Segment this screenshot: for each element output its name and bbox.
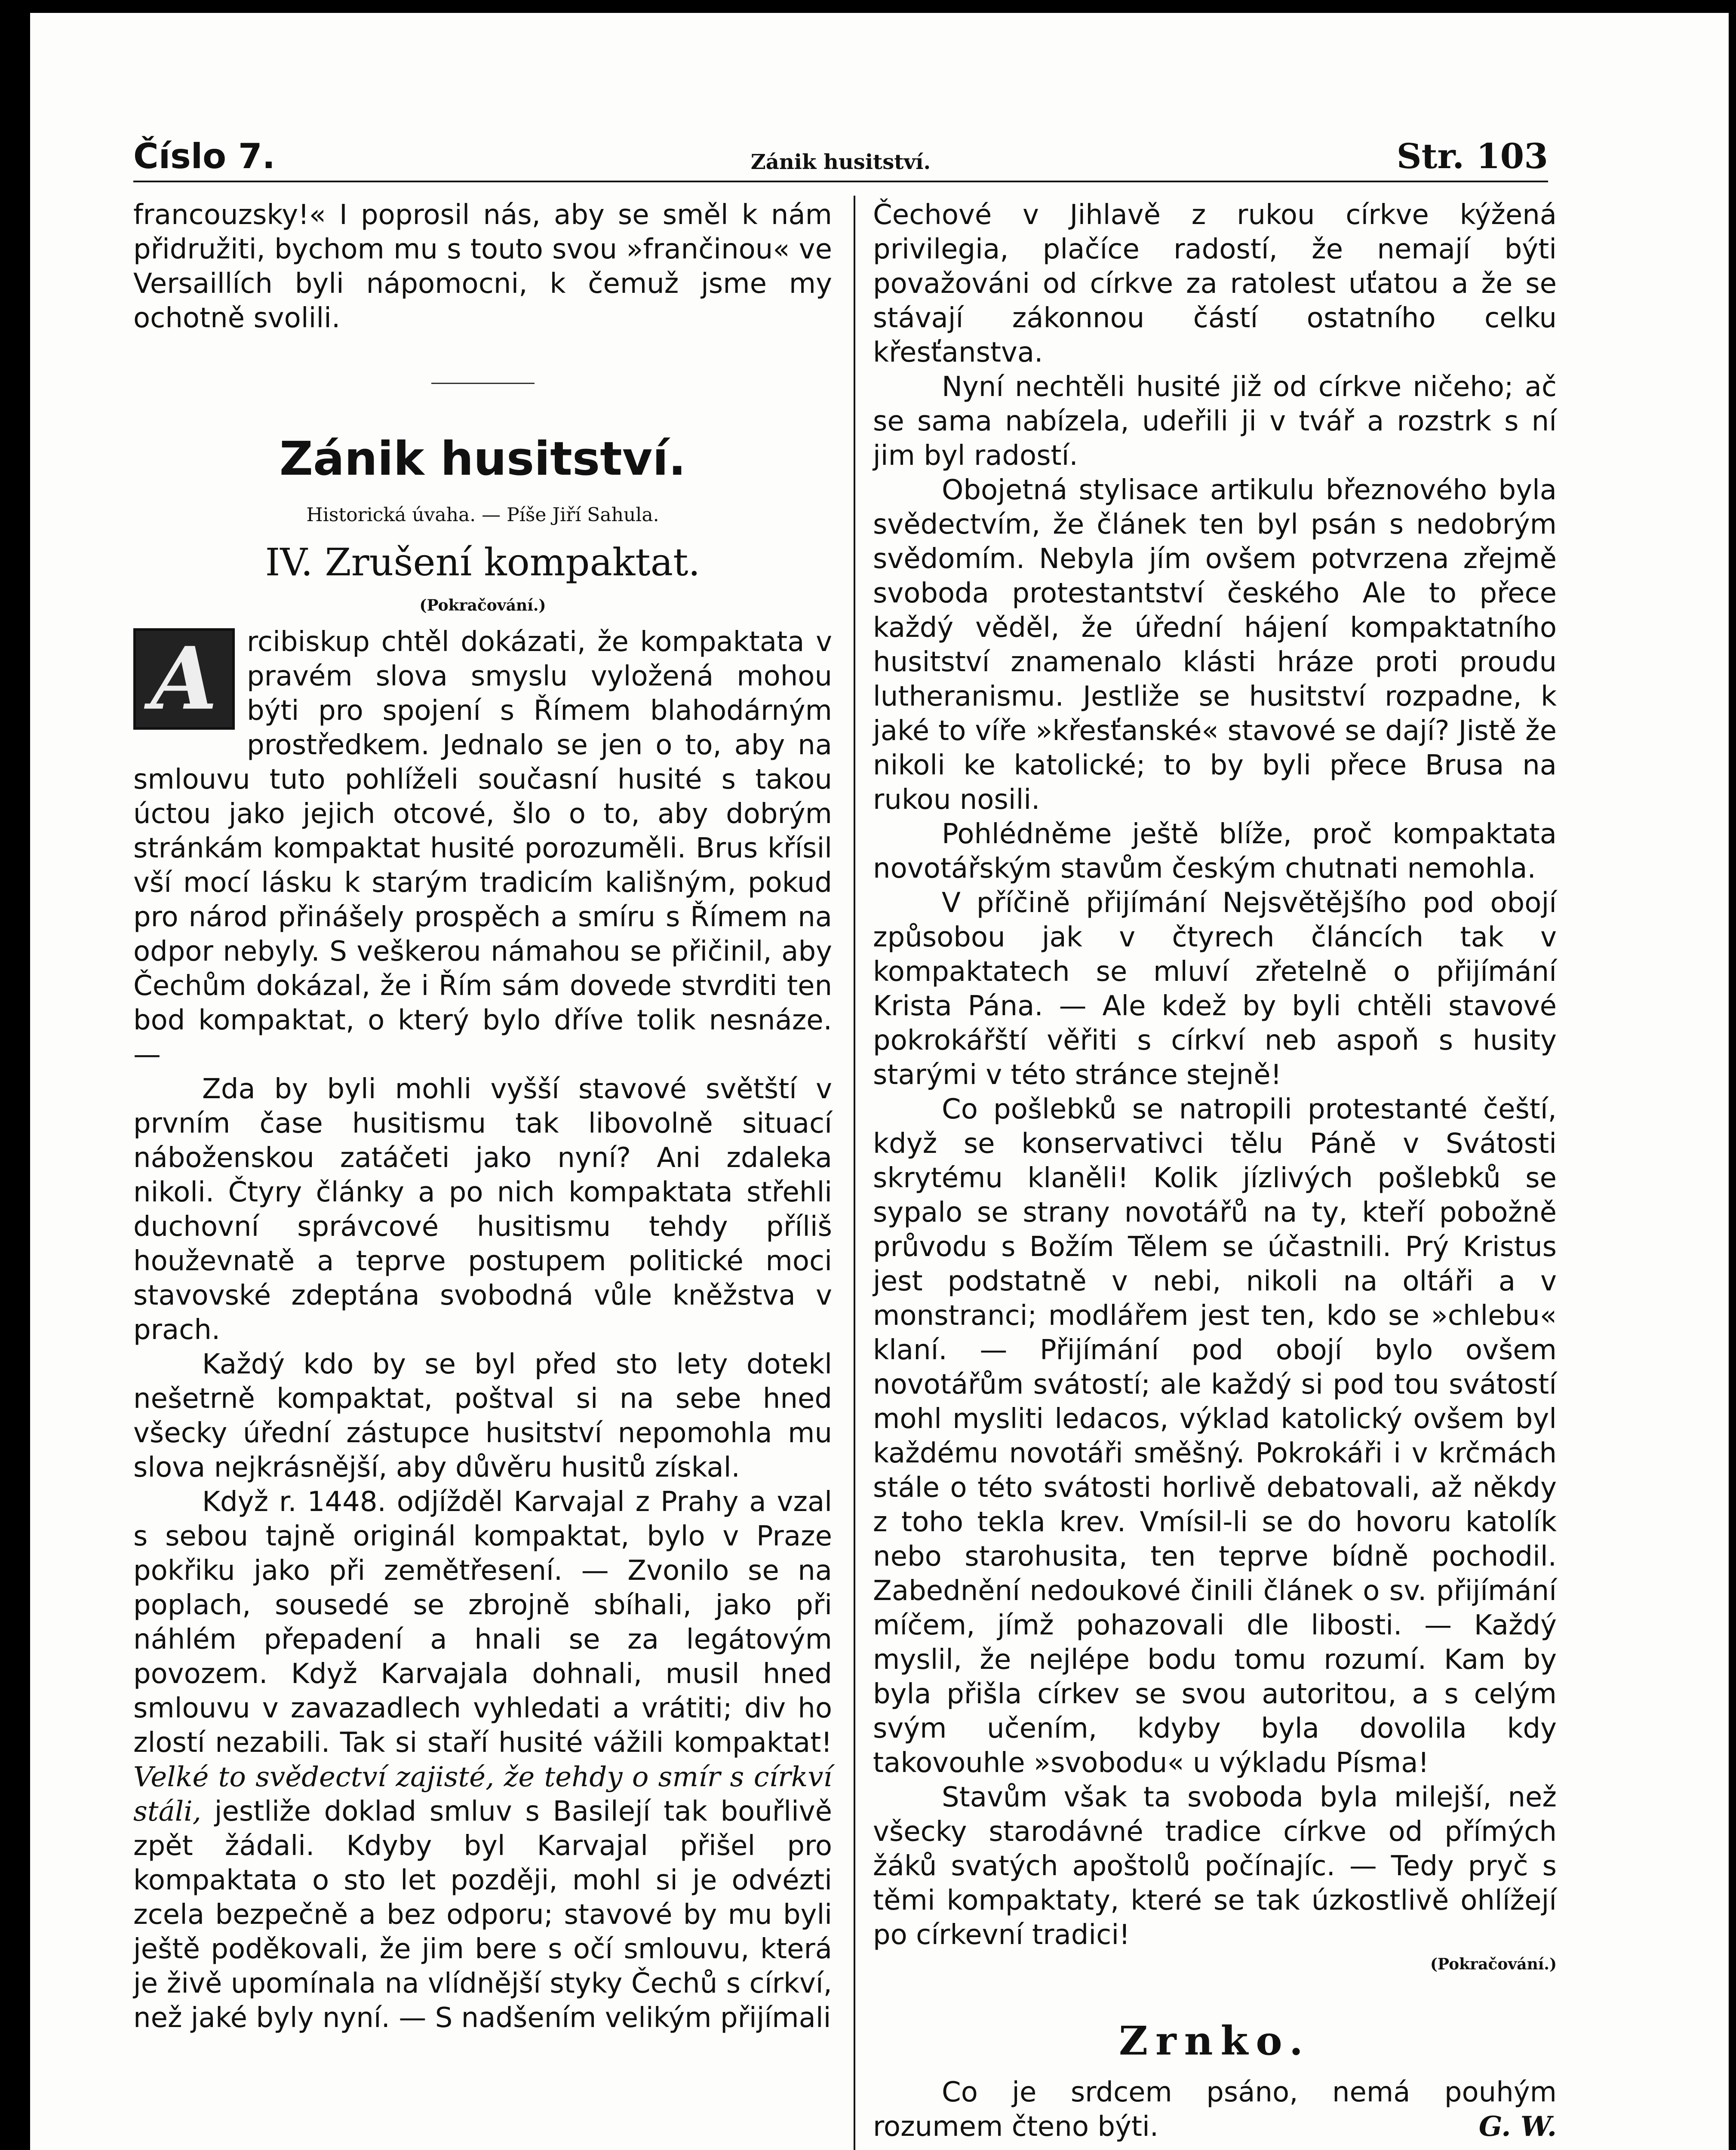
zrnko-text: Co je srdcem psáno, nemá pouhým rozumem čteno býti. (873, 2076, 1557, 2143)
article-subtitle: Historická úvaha. — Píše Jiří Sahula. (306, 504, 659, 526)
article-title: Zánik husitství. (279, 432, 686, 486)
right-column (873, 198, 1557, 2150)
paragraph-text: jestliže doklad smluv s Basilejí tak bouřlivě zpět žádali. Kdyby byl Karvajal přišel pro kompaktata o sto let později, mohl si je odvézti zcela bezpečně a bez odporu; stavové by mu byli ještě poděkovali, že jim bere s očí smlouvu, která je živě upomínala na vlídnější styky Čechů s církví, než jaké byly nyní. — S nadšením velikým přijímali (133, 1796, 833, 2034)
left-column (133, 198, 832, 2035)
carried-over-paragraph: francouzsky!« I poprosil nás, aby se směl k nám přidružiti, bychom mu s touto svou »frančinou« ve Versaillích byli nápomocni, k čemuž jsme my ochotně svolili. (133, 199, 832, 334)
continuation-note: (Pokračování.) (1430, 1955, 1557, 1973)
paragraph-text: Když r. 1448. odjížděl Karvajal z Prahy a vzal s sebou tajně originál kompaktat, bylo v Praze pokřiku jako při zemětřesení. — Zvonilo se na poplach, sousedé se zbrojně sbíhali, jako při náhlém přepadení a hnali se za legátovým povozem. Když Karvajala dohnali, musil hned smlouvu v zavazadlech vyhledati a vrátiti; div ho zlostí nezabili. Tak si staří husité vážili kompaktat! (133, 1486, 832, 1759)
dropcap-initial (133, 628, 235, 730)
zrnko-heading: Zrnko. (1118, 2018, 1311, 2064)
first-paragraph (133, 625, 832, 1072)
paragraph: Každý kdo by se byl před sto lety dotekl nešetrně kompaktat, poštval si na sebe hned všecky úřední zástupce husitství nepomohla mu slova nejkrásnější, aby důvěru husitů získal. (133, 1348, 832, 1484)
column-divider (854, 196, 855, 2150)
first-paragraph-text: rcibiskup chtěl dokázati, že kompaktata v pravém slova smyslu vyložená mohou býti pro spojení s Římem blahodárným prostředkem. Jednalo se jen o to, aby na smlouvu tuto pohlíželi současní husité s takou úctou jako jejich otcové, šlo o to, aby dobrým stránkám kompaktat husité porozuměli. Brus křísil vší mocí lásku k starým tradicím kališným, pokud pro národ přinášely prospěch a smíru s Římem na odpor nebyly. S veškerou námahou se přičinil, aby Čechům dokázal, že i Řím sám dovede stvrditi ten bod kompaktat, o který bylo dříve tolik nesnáze. — (133, 626, 832, 1071)
paragraph: Pohlédněme ještě blíže, proč kompaktata novotářským stavům českým chutnati nemohla. (873, 818, 1557, 885)
paragraph (133, 1485, 832, 2035)
zrnko-signature: G. W. (1478, 2110, 1557, 2143)
page-number: Str. 103 (1396, 136, 1548, 176)
paragraph: Nyní nechtěli husité již od církve ničeho; ač se sama nabízela, udeřili ji v tvář a rozstrk s ní jim byl radostí. (873, 371, 1557, 472)
paragraph: Čechové v Jihlavě z rukou církve kýžená privilegia, plačíce radostí, že nemají býti považováni od církve za ratolest uťatou a že se stávají zákonnou částí ostatního celku křesťanstva. (873, 199, 1557, 369)
continuation-note: (Pokračování.) (419, 596, 546, 614)
paragraph: V příčině přijímání Nejsvětějšího pod obojí způsobou jak v čtyrech článcích tak v kompaktatech se mluví zřetelně o přijímání Krista Pána. — Ale kdež by byli chtěli stavové pokrokářští věřiti s církví neb aspoň s husity starými v této stránce stejně! (873, 887, 1557, 1091)
paragraph: Stavům však ta svoboda byla milejší, než všecky starodávné tradice církve od přímých žáků svatých apoštolů počínajíc. — Tedy pryč s těmi kompaktaty, které se tak úzkostlivě ohlížejí po církevní tradici! (873, 1781, 1557, 1951)
section-title: IV. Zrušení kompaktat. (265, 540, 701, 584)
header-rule (133, 181, 1548, 182)
section-divider (431, 383, 535, 384)
running-title: Zánik husitství. (750, 150, 931, 174)
dropcap-letter: A (151, 628, 218, 729)
italic-emphasis: Velké to svědectví zajisté, že tehdy o smír s církví stáli, (133, 1761, 832, 1828)
page-header (133, 129, 1548, 185)
zrnko-saying (873, 2075, 1557, 2144)
issue-number: Číslo 7. (133, 136, 276, 176)
paragraph: Co pošlebků se natropili protestanté čeští, když se konservativci tělu Páně v Svátosti skrytému klaněli! Kolik jízlivých pošlebků se sypalo se strany novotářů na ty, kteří pobožně průvodu s Božím Tělem se účastnili. Prý Kristus jest podstatně v nebi, nikoli na oltáři a v monstranci; modlářem jest ten, kdo se »chlebu« klaní. — Přijímání pod obojí bylo ovšem novotářům svátostí; ale každý si pod tou svátostí mohl mysliti ledacos, výklad katolický ovšem byl každému novotáři směšný. Pokrokáři i v krčmách stále o této svátosti horlivě debatovali, až někdy z toho tekla krev. Vmísil-li se do hovoru katolík nebo starohusita, ten teprve bídně pochodil. Zabednění nedoukové činili článek o sv. přijímání míčem, jímž pohazovali dle libosti. — Každý myslil, že nejlépe bodu tomu rozumí. Kam by byla přišla církev se svou autoritou, a s celým svým učením, kdyby byla dovolila kdy takovouhle »svobodu« u výkladu Písma! (873, 1093, 1557, 1779)
paragraph: Zda by byli mohli vyšší stavové světští v prvním čase husitismu tak libovolně situací náboženskou zatáčeti jako nyní? Ani zdaleka nikoli. Čtyry články a po nich kompaktata střehli duchovní správcové husitismu tehdy příliš houževnatě a teprve postupem politické moci stavovské zdeptána svobodná vůle kněžstva v prach. (133, 1073, 832, 1346)
paragraph: Obojetná stylisace artikulu březnového byla svědectvím, že článek ten byl psán s nedobrým svědomím. Nebyla jím ovšem potvrzena zřejmě svoboda protestantství českého Ale to přece každý věděl, že úřední hájení kompaktatního husitství znamenalo klásti hráze proti proudu lutheranismu. Jestliže se husitství rozpadne, k jaké to víře »křesťanské« stavové se dají? Jistě že nikoli ke katolické; to by byli přece Brusa na rukou nosili. (873, 474, 1557, 816)
